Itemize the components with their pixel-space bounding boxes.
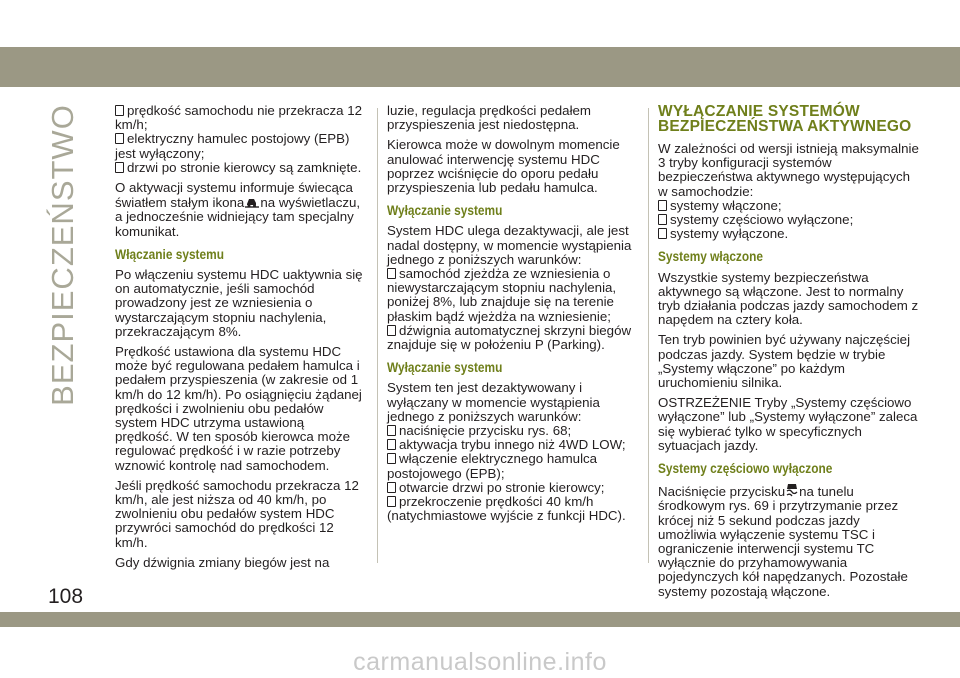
column-1 — [115, 104, 365, 576]
checkbox-bullet-icon — [387, 425, 396, 436]
paragraph: Kierowca może w dowolnym momencie anulować interwencję systemu HDC poprzez wciśnięcie do oporu pedału przyspieszenia lub pedału hamulca. — [387, 137, 620, 196]
list-item: drzwi po stronie kierowcy są zamknięte. — [115, 161, 365, 175]
paragraph: Po włączeniu systemu HDC uaktywnia się on automatycznie, jeśli samochód prowadzony jest ze wzniesienia o wystarczającym stopniu nachylenia, przekraczającym 8%. — [115, 267, 363, 339]
column-3 — [658, 104, 920, 605]
checkbox-bullet-icon — [658, 228, 667, 239]
checkbox-bullet-icon — [387, 453, 396, 464]
header-band — [0, 47, 960, 87]
list-item: otwarcie drzwi po stronie kierowcy; — [387, 481, 639, 495]
list-item: systemy wyłączone. — [658, 227, 920, 241]
footer-watermark: carmanualsonline.info — [353, 648, 607, 676]
section-heading: Wyłączanie systemu — [387, 203, 503, 219]
list-item: naciśnięcie przycisku rys. 68; — [387, 424, 639, 438]
list-item: samochód zjeżdża ze wzniesienia o niewystarczającym stopniu nachylenia, poniżej 8%, lub znajduje się na terenie płaskim bądź wjeżdża na wzniesienie; — [387, 266, 617, 324]
checkbox-bullet-icon — [658, 200, 667, 211]
paragraph: Gdy dźwignia zmiany biegów jest na — [115, 554, 330, 570]
list-item: systemy częściowo wyłączone; — [658, 213, 920, 227]
checkbox-bullet-icon — [387, 268, 396, 279]
paragraph: O aktywacji systemu informuje świecąca światłem stałym ikona na wyświetlaczu, a jednocześnie widniejący tam specjalny komunikat. — [115, 180, 361, 239]
paragraph: System ten jest dezaktywowany i wyłączany w momencie wystąpienia jednego z poniższych warunków: — [387, 380, 600, 424]
checkbox-bullet-icon — [387, 496, 396, 507]
list-item: włączenie elektrycznego hamulca postojowego (EPB); — [387, 451, 598, 481]
paragraph: OSTRZEŻENIE Tryby „Systemy częściowo wyłączone” lub „Systemy wyłączone” zaleca się wybierać tylko w specyficznych sytuacjach jazdy. — [658, 395, 918, 453]
list-item: prędkość samochodu nie przekracza 12 km/h; — [115, 103, 363, 133]
paragraph: luzie, regulacja prędkości pedałem przyspieszenia jest niedostępna. — [387, 103, 591, 133]
section-side-title: BEZPIECZEŃSTWO — [45, 104, 80, 406]
list-item: dźwignia automatycznej skrzyni biegów znajduje się w położeniu P (Parking). — [387, 322, 632, 353]
checkbox-bullet-icon — [387, 439, 396, 450]
paragraph: Naciśnięcie przycisku na tunelu środkowym rys. 69 i przytrzymanie przez krócej niż 5 sekund podczas jazdy umożliwia wyłączenie systemu TSC i ograniczenie interwencji systemu TC wyłącznie do przyhamowywania pojedynczych kół napędzanych. Pozostałe systemy pozostają włączone. — [658, 484, 908, 599]
paragraph: Prędkość ustawiona dla systemu HDC może być regulowana pedałem hamulca i pedałem przyspieszenia (w zakresie od 1 km/h do 12 km/h). Po osiągnięciu żądanej prędkości i zwolnieniu obu pedałów system HDC utrzyma ustawioną prędkość. W ten sposób kierowca może regulować prędkość i w razie potrzeby wznowić kontrolę nad samochodem. — [115, 344, 362, 473]
section-heading: Systemy częściowo wyłączone — [658, 461, 833, 477]
paragraph: Ten tryb powinien być używany najczęściej podczas jazdy. System będzie w trybie „Systemy włączone” po każdym uruchomieniu silnika. — [658, 332, 911, 391]
page-title: WYŁĄCZANIE SYSTEMÓW BEZPIECZEŃSTWA AKTYWNEGO — [658, 103, 912, 135]
column-divider — [377, 108, 378, 563]
checkbox-bullet-icon — [387, 482, 396, 493]
section-heading: Systemy włączone — [658, 249, 763, 265]
checkbox-bullet-icon — [115, 105, 124, 116]
list-item: aktywacja trybu innego niż 4WD LOW; — [387, 438, 639, 452]
checkbox-bullet-icon — [387, 325, 396, 336]
column-divider — [648, 108, 649, 563]
hill-descent-car-icon — [244, 195, 260, 209]
column-2 — [387, 104, 639, 523]
list-item: przekroczenie prędkości 40 km/h (natychmiastowe wyjście z funkcji HDC). — [387, 494, 626, 524]
paragraph: Jeśli prędkość samochodu przekracza 12 km/h, ale jest niższa od 40 km/h, po zwolnieniu obu pedałów system HDC przywróci samochód do prędkości 12 km/h. — [115, 477, 359, 550]
section-heading: Wyłączanie systemu — [387, 360, 503, 376]
footer-band — [0, 612, 960, 627]
paragraph: System HDC ulega dezaktywacji, ale jest nadal dostępny, w momencie wystąpienia jednego z poniższych warunków: — [387, 223, 632, 267]
paragraph: Wszystkie systemy bezpieczeństwa aktywnego są włączone. Jest to normalny tryb działania podczas jazdy samochodem z napędem na cztery koła. — [658, 269, 919, 328]
section-heading: Włączanie systemu — [115, 246, 224, 262]
checkbox-bullet-icon — [658, 214, 667, 225]
esc-off-car-icon — [785, 482, 799, 498]
list-item: systemy włączone; — [658, 199, 920, 213]
list-item: elektryczny hamulec postojowy (EPB) jest wyłączony; — [115, 131, 350, 161]
page-number: 108 — [48, 585, 84, 608]
checkbox-bullet-icon — [115, 133, 124, 144]
paragraph: W zależności od wersji istnieją maksymalnie 3 tryby konfiguracji systemów bezpieczeństwa aktywnego występujących w samochodzie: — [658, 141, 919, 199]
checkbox-bullet-icon — [115, 162, 124, 173]
